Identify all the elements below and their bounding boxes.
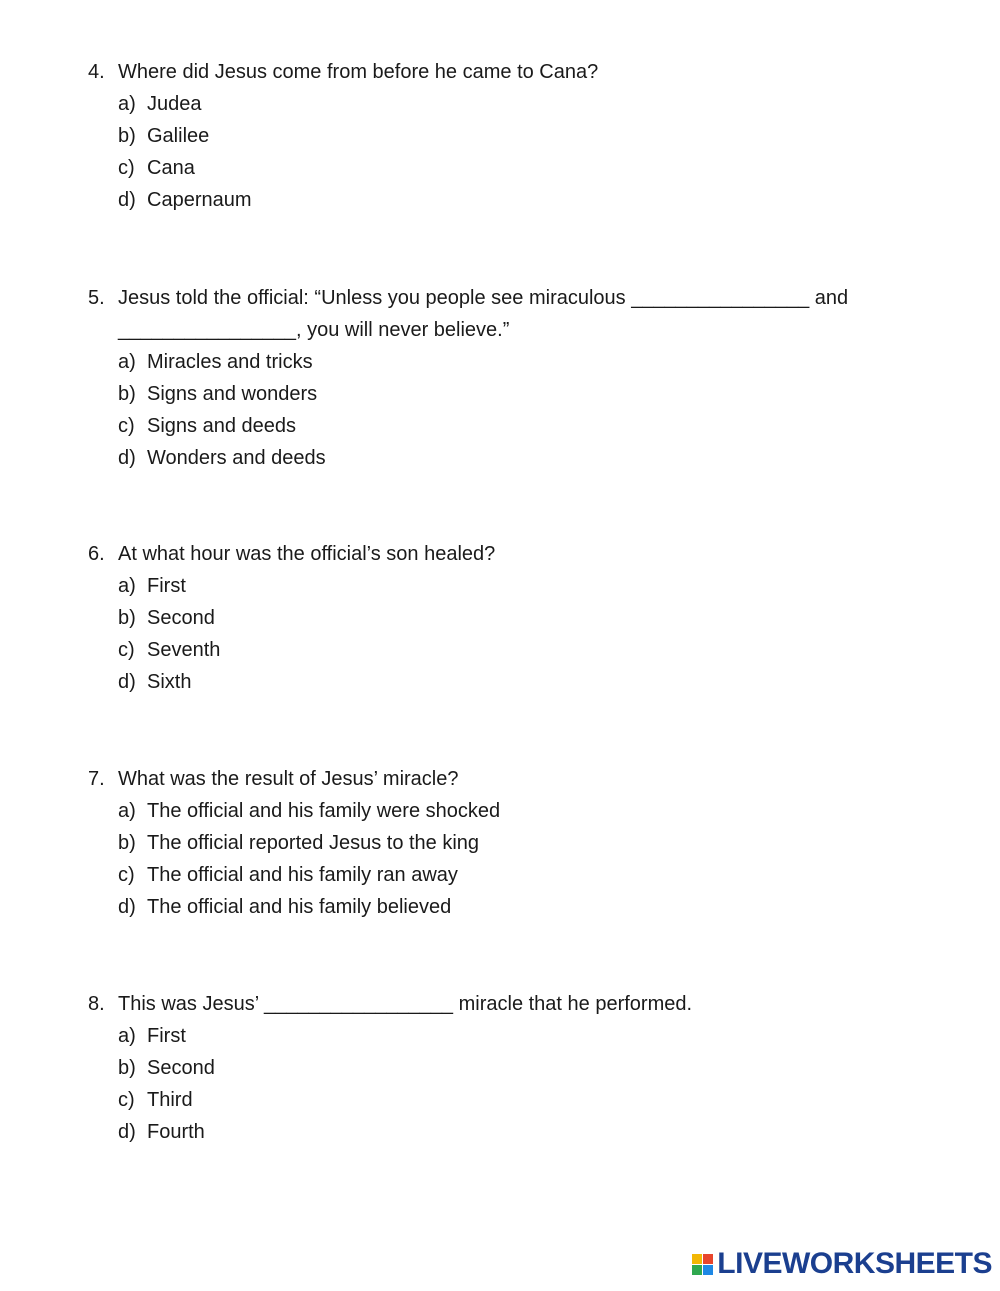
option-a[interactable]	[88, 1020, 692, 1052]
option-label: b)	[118, 607, 136, 629]
option-label: b)	[118, 832, 136, 854]
question-text: What was the result of Jesus’ miracle?	[118, 768, 459, 790]
question-text: This was Jesus’ _________________ miracle that he performed.	[118, 993, 693, 1015]
option-text: Sixth	[147, 671, 192, 693]
option-b[interactable]	[88, 378, 848, 410]
option-text: Signs and deeds	[147, 415, 297, 437]
option-label: d)	[118, 447, 136, 469]
question-number: 6.	[88, 543, 105, 565]
logo-block	[703, 1265, 713, 1275]
option-label: a)	[118, 1025, 136, 1047]
option-label: c)	[118, 415, 135, 437]
option-label: c)	[118, 639, 135, 661]
option-label: b)	[118, 383, 136, 405]
option-c[interactable]	[88, 634, 495, 666]
option-text: Wonders and deeds	[147, 447, 326, 469]
option-a[interactable]	[88, 346, 848, 378]
option-d[interactable]	[88, 891, 500, 923]
question-8	[88, 988, 692, 1148]
option-text: Judea	[147, 93, 202, 115]
option-a[interactable]	[88, 795, 500, 827]
logo-blocks-icon	[692, 1254, 713, 1275]
option-label: b)	[118, 125, 136, 147]
option-c[interactable]	[88, 859, 500, 891]
option-label: c)	[118, 864, 135, 886]
option-text: The official and his family ran away	[147, 864, 458, 886]
logo-block	[692, 1265, 702, 1275]
liveworksheets-logo	[692, 1247, 992, 1281]
option-c[interactable]	[88, 410, 848, 442]
option-text: Miracles and tricks	[147, 351, 313, 373]
option-label: a)	[118, 575, 136, 597]
option-c[interactable]	[88, 1084, 692, 1116]
option-text: The official reported Jesus to the king	[147, 832, 480, 854]
option-label: c)	[118, 157, 135, 179]
option-text: Second	[147, 1057, 215, 1079]
option-label: d)	[118, 1121, 136, 1143]
question-5	[88, 282, 848, 474]
option-label: d)	[118, 671, 136, 693]
option-d[interactable]	[88, 666, 495, 698]
option-text: Capernaum	[147, 189, 252, 211]
question-text-continuation: ________________, you will never believe.”	[118, 319, 510, 341]
option-label: c)	[118, 1089, 135, 1111]
option-d[interactable]	[88, 442, 848, 474]
question-7	[88, 763, 500, 923]
logo-block	[692, 1254, 702, 1264]
logo-block	[703, 1254, 713, 1264]
option-d[interactable]	[88, 1116, 692, 1148]
option-text: Fourth	[147, 1121, 205, 1143]
question-text: At what hour was the official’s son healed?	[118, 543, 496, 565]
option-text: First	[147, 575, 186, 597]
option-d[interactable]	[88, 184, 598, 216]
option-text: Third	[147, 1089, 193, 1111]
option-label: d)	[118, 189, 136, 211]
question-text: Where did Jesus come from before he came to Cana?	[118, 61, 599, 83]
question-number: 7.	[88, 768, 105, 790]
question-number: 4.	[88, 61, 105, 83]
option-label: d)	[118, 896, 136, 918]
question-6	[88, 538, 495, 698]
option-text: Signs and wonders	[147, 383, 318, 405]
option-b[interactable]	[88, 602, 495, 634]
option-text: First	[147, 1025, 186, 1047]
option-text: Second	[147, 607, 215, 629]
option-text: The official and his family believed	[147, 896, 452, 918]
option-a[interactable]	[88, 570, 495, 602]
option-label: a)	[118, 800, 136, 822]
option-text: Cana	[147, 157, 195, 179]
question-text: Jesus told the official: “Unless you people see miraculous ________________ and	[118, 287, 849, 309]
option-label: b)	[118, 1057, 136, 1079]
option-a[interactable]	[88, 88, 598, 120]
question-number: 5.	[88, 287, 105, 309]
question-4	[88, 56, 598, 216]
question-number: 8.	[88, 993, 105, 1015]
logo-text: LIVEWORKSHEETS	[717, 1247, 992, 1280]
option-label: a)	[118, 93, 136, 115]
option-b[interactable]	[88, 827, 500, 859]
option-text: Seventh	[147, 639, 221, 661]
option-b[interactable]	[88, 1052, 692, 1084]
option-text: Galilee	[147, 125, 210, 147]
option-label: a)	[118, 351, 136, 373]
option-text: The official and his family were shocked	[147, 800, 501, 822]
option-c[interactable]	[88, 152, 598, 184]
option-b[interactable]	[88, 120, 598, 152]
